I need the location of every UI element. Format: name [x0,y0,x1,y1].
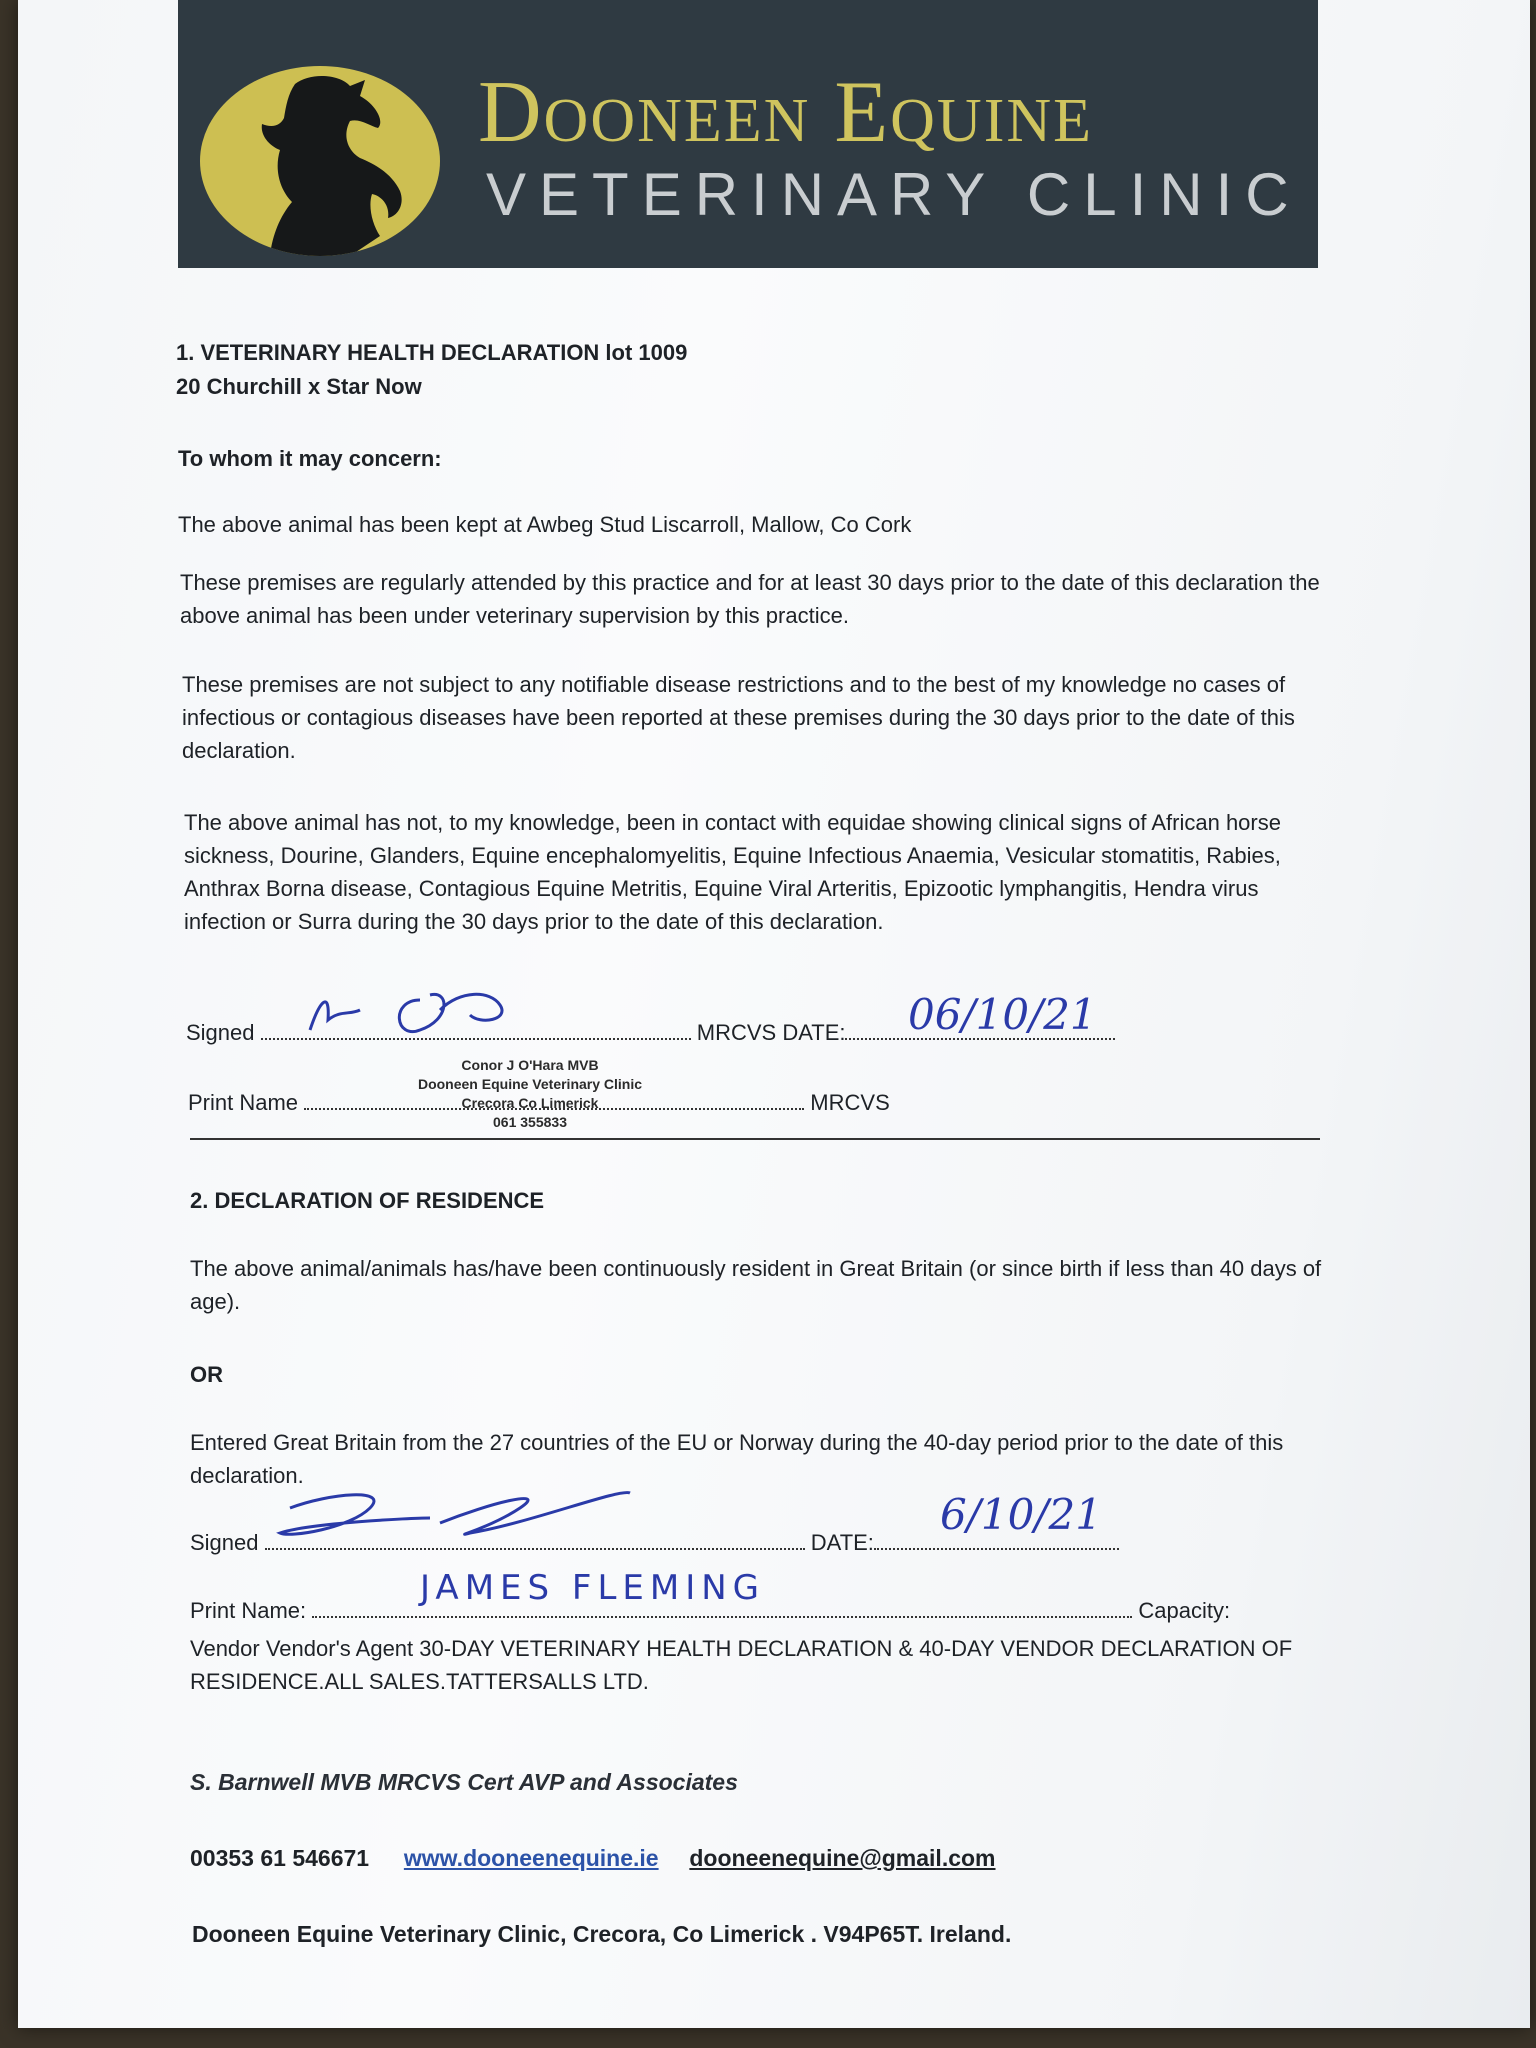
vendor-print-name-handwritten: JAMES FLEMING [420,1568,766,1608]
contact-line [190,1842,996,1875]
clinic-subtitle: VETERINARY CLINIC [486,161,1302,228]
clinic-name: Dooneen Equine [478,64,1093,161]
section1-title: 1. VETERINARY HEALTH DECLARATION lot 1009 [176,340,688,365]
section2-title: 2. DECLARATION OF RESIDENCE [190,1188,545,1213]
rearing-horse-logo-icon [200,66,440,256]
vet-date-handwritten: 06/10/21 [908,990,1097,1039]
salutation: To whom it may concern: [178,446,442,471]
section1-paragraph-2: These premises are regularly attended by this practice and for at least 30 days prior to the date of this declaration the above animal has been under veterinary supervision by this practice. [180,570,1320,628]
vet-signature-icon [300,980,580,1050]
section1-paragraph-4: The above animal has not, to my knowledge, been in contact with equidae showing clinical signs of African horse sickness, Dourine, Glanders, Equine encephalomyelitis, Equine Infectious Anaemia, Vesicular stomatitis, Rabies, Anthrax Borna disease, Contagious Equine Metritis, Equine Viral Arteritis, Epizootic lymphangitis, Hendra virus infection or Surra during the 30 days prior to the date of this declaration. [184,810,1281,934]
clinic-address: Dooneen Equine Veterinary Clinic, Crecora, Co Limerick . V94P65T. Ireland. [192,1921,1012,1947]
section1-paragraph-1: The above animal has been kept at Awbeg Stud Liscarroll, Mallow, Co Cork [178,512,912,537]
document-page [18,0,1530,2028]
vendor-print-name-label: Print Name: Capacity: [190,1598,1231,1623]
section2-paragraph-2: Entered Great Britain from the 27 countries of the EU or Norway during the 40-day period prior to the date of this declaration. [190,1430,1284,1488]
section1-subtitle: 20 Churchill x Star Now [176,374,422,399]
section-divider [190,1138,1320,1140]
vet-signed-label: Signed MRCVS DATE: [186,1016,1115,1049]
vendor-signature-icon [270,1478,650,1558]
vendor-date-handwritten: 6/10/21 [940,1490,1102,1539]
associates-line: S. Barnwell MVB MRCVS Cert AVP and Associates [190,1769,738,1795]
vendor-signed-label: Signed DATE: [190,1526,1119,1559]
section1-paragraph-3: These premises are not subject to any notifiable disease restrictions and to the best of my knowledge no cases of infectious or contagious diseases have been reported at these premises during the 30 days prior to the date of this declaration. [182,672,1295,763]
capacity-text: Vendor Vendor's Agent 30-DAY VETERINARY HEALTH DECLARATION & 40-DAY VENDOR DECLARATION OF RESIDENCE.ALL SALES.TATTERSALLS LTD. [190,1636,1293,1694]
vet-print-name-label: Print Name MRCVS [188,1090,890,1115]
section2-paragraph-1: The above animal/animals has/have been continuously resident in Great Britain (or since birth if less than 40 days of age). [190,1256,1322,1314]
phone-number: 00353 61 546671 [190,1845,370,1871]
website-link[interactable]: www.dooneenequine.ie [403,1845,659,1871]
vet-stamp: Conor J O'Hara MVB Dooneen Equine Veterinary Clinic Crecora Co Limerick 061 355833 [417,1057,643,1130]
email-link[interactable]: dooneenequine@gmail.com [689,1845,996,1871]
clinic-header-banner [178,0,1318,268]
or-label: OR [190,1362,223,1387]
